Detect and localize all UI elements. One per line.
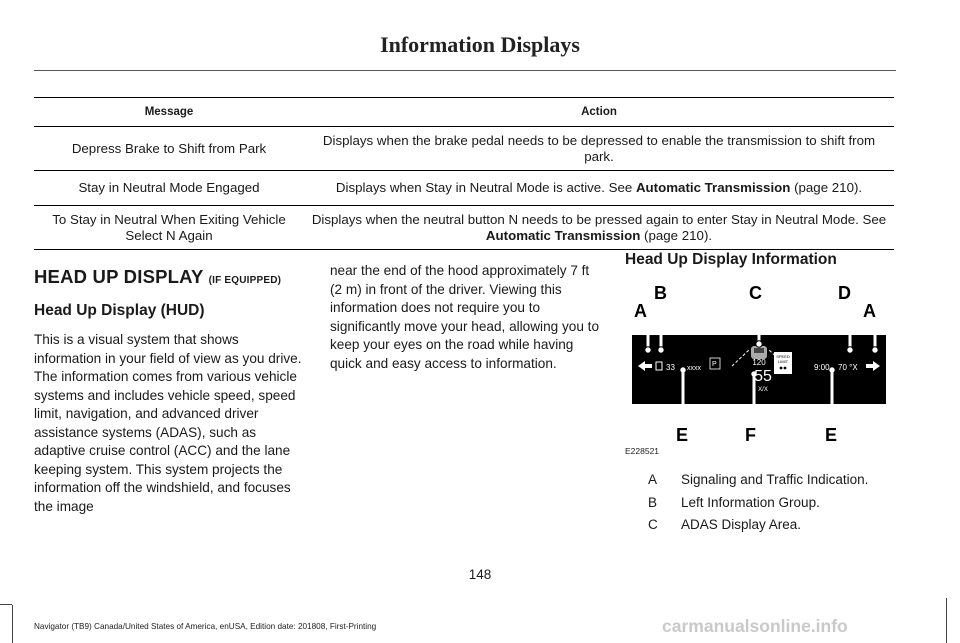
hud-graphic xyxy=(632,335,886,404)
legend-text: ADAS Display Area. xyxy=(681,517,802,532)
callout-f: F xyxy=(745,425,756,445)
action-text: Displays when the neutral button N needs to be pressed again to enter Stay in Neutral Mode. See xyxy=(311,211,887,227)
legend-text: Signaling and Traffic Indication. xyxy=(681,472,869,487)
fuel-icon xyxy=(656,362,662,370)
callout-a-left: A xyxy=(634,301,647,321)
clock-readout: 9:00 xyxy=(814,363,830,372)
odometer-unit: xxxx xyxy=(687,365,701,372)
cross-reference-link[interactable]: Automatic Transmission xyxy=(635,180,791,195)
message-table xyxy=(34,97,894,250)
column-header-message: Message xyxy=(34,98,304,127)
body-paragraph-part1: This is a visual system that shows information in your field of view as you drive. The information comes from various vehicle systems and includes vehicle speed, speed limit, navigation, and advanced driver assistance systems (ADAS), such as adaptive cruise control (ACC) and the lane keeping system. This system projects the information off the windshield, and focuses the image xyxy=(34,332,302,514)
temperature-readout: 70 °X xyxy=(838,363,858,372)
hud-display xyxy=(632,335,886,404)
header-divider xyxy=(34,70,896,71)
table-row xyxy=(34,171,894,206)
page-number: 148 xyxy=(468,567,492,582)
speed-unit-readout: X/X xyxy=(758,387,768,393)
legend-key: B xyxy=(648,495,658,510)
table-row xyxy=(34,127,894,171)
page-reference: (page 210). xyxy=(790,180,863,195)
watermark: carmanualsonline.info xyxy=(662,616,848,636)
legend-key: A xyxy=(648,472,658,487)
table-header-row xyxy=(34,98,894,127)
right-arrow-icon xyxy=(873,361,880,371)
callout-d: D xyxy=(838,283,851,303)
page-title: Information Displays xyxy=(380,32,580,57)
message-cell: To Stay in Neutral When Exiting Vehicle Select N Again xyxy=(34,206,304,250)
section-heading xyxy=(34,266,281,288)
callout-a-right: A xyxy=(863,301,876,321)
figure-id: E228521 xyxy=(625,446,660,456)
gear-readout: P xyxy=(712,361,717,368)
action-cell: Displays when the brake pedal needs to be depressed to enable the transmission to shift from park. xyxy=(304,127,894,171)
body-paragraph-part2: near the end of the hood approximately 7 ft (2 m) in front of the driver. Viewing this information does not require you to significantly move your head, allowing you to keep your eyes on the road while having quick and easy access to information. xyxy=(330,263,600,371)
lane-line-left xyxy=(732,349,750,366)
column-header-action: Action xyxy=(304,98,894,127)
speed-readout: 55 xyxy=(754,368,772,385)
action-cell xyxy=(304,206,894,250)
hud-figure xyxy=(625,278,893,458)
odometer-readout: 33 xyxy=(666,363,675,372)
legend-text: Left Information Group. xyxy=(681,495,820,510)
legend-key: C xyxy=(648,517,658,532)
message-cell: Stay in Neutral Mode Engaged xyxy=(34,171,304,206)
figure-heading: Head Up Display Information xyxy=(625,251,837,268)
speed-limit-sign-line2: LIMIT xyxy=(777,359,789,364)
page-reference: (page 210). xyxy=(640,227,713,243)
callout-e-left: E xyxy=(676,425,689,445)
callout-e-right: E xyxy=(825,425,838,445)
table-row xyxy=(34,206,894,250)
action-text: Displays when Stay in Neutral Mode is active. See xyxy=(335,180,636,195)
section-heading-text: HEAD UP DISPLAY xyxy=(34,266,204,287)
crop-mark-right xyxy=(946,598,947,643)
crop-mark-left xyxy=(0,605,13,643)
callout-b: B xyxy=(654,283,667,303)
action-cell xyxy=(304,171,894,206)
callout-c: C xyxy=(749,283,762,303)
message-cell: Depress Brake to Shift from Park xyxy=(34,127,304,171)
set-speed-readout: 120 xyxy=(752,358,766,367)
footer-edition: Navigator (TB9) Canada/United States of America, enUSA, Edition date: 201808, First-Printing xyxy=(34,622,377,631)
subsection-heading: Head Up Display (HUD) xyxy=(34,302,205,319)
speed-limit-sign-line1: SPEED xyxy=(776,354,790,359)
left-arrow-icon xyxy=(638,361,645,371)
section-heading-suffix: (IF EQUIPPED) xyxy=(208,275,282,286)
cross-reference-link[interactable]: Automatic Transmission xyxy=(485,227,641,243)
